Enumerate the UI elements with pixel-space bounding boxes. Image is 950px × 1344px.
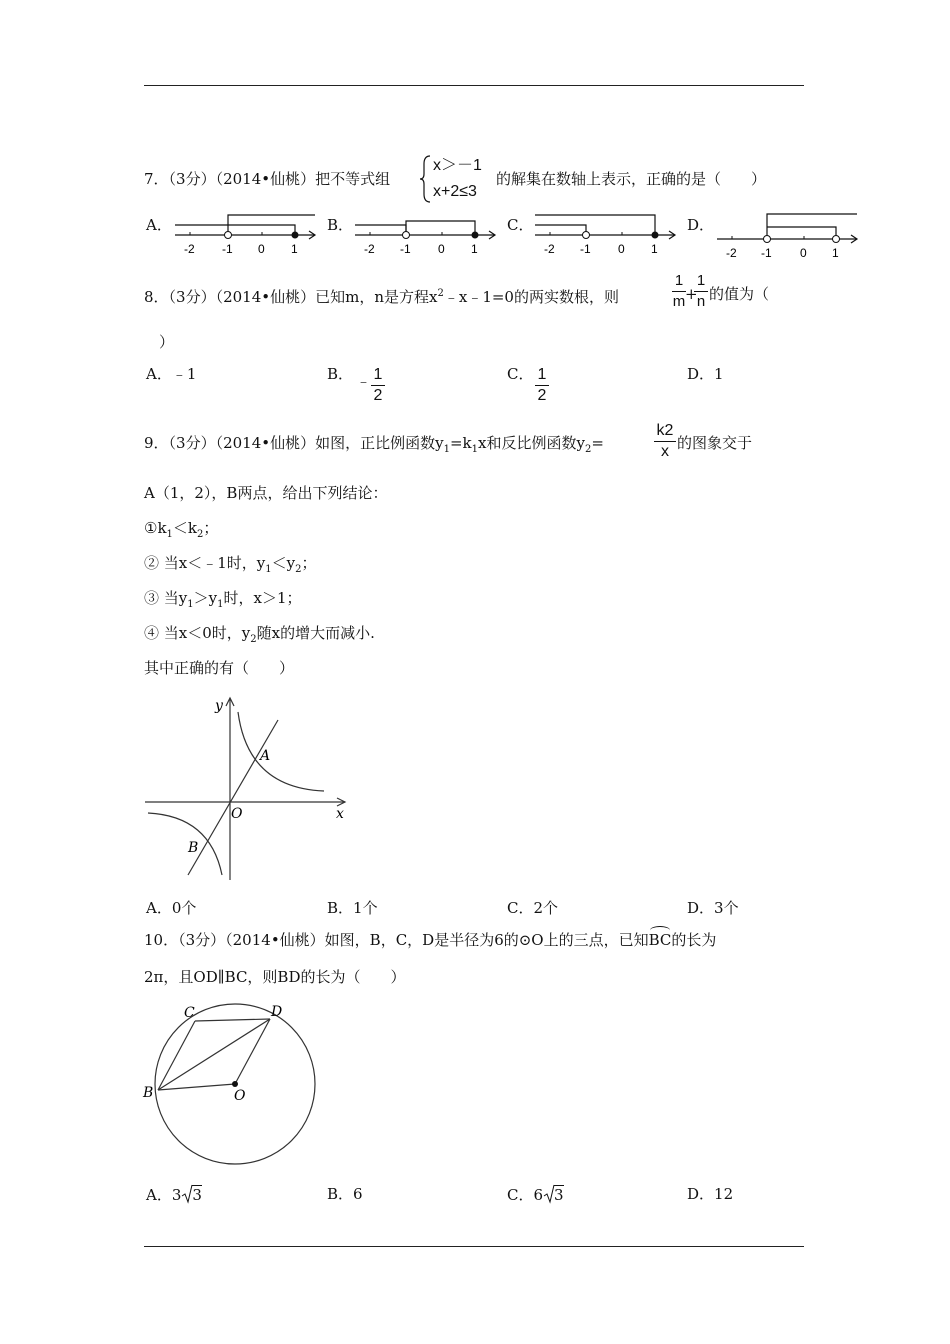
- q7b-tick-neg1: -1: [400, 242, 411, 256]
- q9-graph-point-b: B: [188, 840, 199, 856]
- q9-k2-sub: 2: [664, 422, 674, 439]
- q7-source: （2014•仙桃）: [215, 170, 316, 188]
- q10-option-c[interactable]: [507, 1184, 564, 1205]
- q10-option-d[interactable]: D．12: [687, 1185, 734, 1203]
- q7c-tick-1: 1: [651, 242, 658, 256]
- q8-b-den: 2: [373, 387, 383, 404]
- q10-text-2: 的长为: [671, 931, 717, 949]
- q9-c3-sub2: 1: [217, 599, 224, 610]
- q8-b-num: 1: [373, 366, 383, 383]
- q9-c3-c: 时，x＞1；: [223, 589, 302, 607]
- q9-tail: 的图象交于: [677, 434, 753, 452]
- q8-option-d[interactable]: D．1: [687, 365, 724, 383]
- q10-text-1: 如图，B，C，D是半径为6的⊙O上的三点，已知: [324, 931, 649, 949]
- q7-numberline-d: [712, 208, 862, 260]
- q7-option-b[interactable]: B．: [327, 216, 354, 234]
- q8-option-c[interactable]: C．: [507, 365, 534, 383]
- q9-sub-y1: 1: [443, 444, 450, 455]
- q9-option-d[interactable]: D．3个: [687, 899, 739, 917]
- q9-c1-a: ①k: [144, 519, 167, 537]
- q9-text-2: =k: [449, 434, 472, 452]
- q9-c2-b: ＜y: [271, 554, 296, 572]
- q9-graph: [140, 690, 360, 885]
- q10-stem: [144, 930, 716, 950]
- q10-label-b: B: [143, 1085, 154, 1101]
- q7c-tick-0: 0: [618, 242, 625, 256]
- q9-question: 其中正确的有（ ）: [144, 659, 295, 677]
- q9-line2: A（1，2），B两点，给出下列结论：: [144, 484, 388, 502]
- q9-k2-k: k: [656, 422, 665, 439]
- footer-rule: [144, 1246, 804, 1247]
- q8-frac-m-den: m: [672, 293, 686, 310]
- q9-k2-frac: [654, 422, 676, 461]
- q7-option-a[interactable]: A．: [146, 216, 172, 234]
- q9-conclusion-3: [144, 588, 302, 615]
- q8-frac-n-den: n: [696, 293, 706, 310]
- q7d-tick-0: 0: [800, 246, 807, 260]
- q9-c1-c: ；: [203, 519, 219, 537]
- q9-graph-y-label: y: [215, 698, 223, 714]
- q9-c3-a: ③ 当y: [144, 589, 188, 607]
- q10-arc-bc: BC: [648, 931, 672, 949]
- q7d-tick-neg1: -1: [761, 246, 772, 260]
- q7-numberline-c: [530, 208, 680, 260]
- q9-c2-c: ；: [301, 554, 317, 572]
- q10-label-d: D: [271, 1004, 283, 1020]
- q9-text-4: =: [591, 434, 604, 452]
- q7d-tick-neg2: -2: [726, 246, 737, 260]
- q9-option-b[interactable]: B．1个: [327, 899, 378, 917]
- q9-c3-sub1: 1: [187, 599, 194, 610]
- q8-stem: [144, 284, 619, 307]
- q8-exp: 2: [437, 288, 444, 299]
- q8-frac-n: [694, 272, 708, 311]
- header-rule: [144, 85, 804, 86]
- q7c-tick-neg2: -2: [544, 242, 555, 256]
- q9-c4-sub: 2: [250, 634, 257, 645]
- q8-c-den: 2: [537, 387, 547, 404]
- q7-numberline-b: [350, 208, 500, 260]
- q9-graph-point-a: A: [260, 748, 271, 764]
- q7d-tick-1: 1: [832, 246, 839, 260]
- q9-number: 9．: [144, 434, 169, 452]
- q10-option-a[interactable]: [146, 1184, 202, 1205]
- q7-option-c[interactable]: C．: [507, 216, 534, 234]
- q10-label-o: O: [234, 1088, 246, 1104]
- q9-text-1: 如图，正比例函数y: [315, 434, 444, 452]
- q7-numberline-a: [170, 208, 320, 260]
- q10-label-c: C: [184, 1005, 195, 1021]
- q8-frac-m: [672, 272, 686, 311]
- q7b-tick-0: 0: [438, 242, 445, 256]
- q9-k2-den: x: [661, 443, 669, 460]
- q9-c4-a: ④ 当x＜0时，y: [144, 624, 251, 642]
- q9-graph-origin-label: O: [231, 806, 243, 822]
- q9-graph-x-label: x: [336, 806, 344, 822]
- q9-source: （2014•仙桃）: [215, 434, 316, 452]
- q9-sub-k1: 1: [471, 444, 479, 455]
- q9-c4-b: 随x的增大而减小.: [256, 624, 375, 642]
- q7-score: （3分）: [168, 170, 216, 188]
- q8-text-1: 已知m，n是方程x: [315, 288, 438, 306]
- q9-option-a[interactable]: A．0个: [146, 899, 197, 917]
- q8-frac-n-num: 1: [696, 272, 706, 289]
- q9-conclusion-1: [144, 518, 218, 545]
- q8-source: （2014•仙桃）: [215, 288, 316, 306]
- q8-number: 8．: [144, 288, 169, 306]
- q7-ineq2: x+2≤3: [433, 183, 477, 200]
- q10-line2: 2π，且OD∥BC，则BD的长为（ ）: [144, 968, 406, 986]
- q8-option-a[interactable]: A．﹣1: [146, 365, 197, 383]
- q10-option-a-text: A．3: [146, 1186, 182, 1204]
- q10-number: 10．: [144, 931, 179, 949]
- q8-option-c-frac: [535, 366, 549, 405]
- q7b-tick-1: 1: [471, 242, 478, 256]
- q8-plus: +: [685, 285, 698, 303]
- q8-close-paren: ）: [159, 333, 175, 351]
- q7a-tick-1: 1: [291, 242, 298, 256]
- q8-option-b[interactable]: B．: [327, 365, 354, 383]
- q7c-tick-neg1: -1: [580, 242, 591, 256]
- q10-option-a-radicand: 3: [192, 1186, 202, 1204]
- q8-option-b-frac: [371, 366, 385, 405]
- q8-text-2: ﹣x﹣1=0的两实数根，则: [443, 288, 619, 306]
- q9-c1-b: ＜k: [172, 519, 198, 537]
- q9-conclusion-2: [144, 553, 317, 580]
- q8-frac-m-num: 1: [674, 272, 684, 289]
- q9-c2-sub2: 2: [295, 564, 302, 575]
- q9-option-c[interactable]: C．2个: [507, 899, 559, 917]
- q8-c-num: 1: [537, 366, 547, 383]
- q9-c2-sub1: 1: [265, 564, 272, 575]
- q7-lead: 把不等式组: [315, 170, 391, 188]
- q8-option-b-sign: ﹣: [356, 372, 372, 390]
- q9-c3-b: ＞y: [193, 589, 218, 607]
- q9-text-3: x和反比例函数y: [478, 434, 585, 452]
- q8-score: （3分）: [168, 288, 216, 306]
- q7-ineq1: x＞－1: [433, 157, 482, 174]
- q8-tail: 的值为（: [709, 285, 770, 303]
- q7a-tick-0: 0: [258, 242, 265, 256]
- q10-option-c-radicand: 3: [554, 1186, 564, 1204]
- q10-circle-figure: [140, 1000, 330, 1175]
- q10-option-b[interactable]: B．6: [327, 1185, 363, 1203]
- q7-stem: [144, 169, 390, 189]
- q9-conclusion-4: [144, 623, 375, 650]
- q7-option-d[interactable]: D．: [687, 216, 715, 234]
- q9-score: （3分）: [168, 434, 216, 452]
- q9-c2-a: ② 当x＜﹣1时，y: [144, 554, 266, 572]
- q10-score: （3分）: [178, 931, 226, 949]
- q7-number: 7．: [144, 170, 169, 188]
- q9-sub-y2: 2: [584, 444, 592, 455]
- q7a-tick-neg2: -2: [184, 242, 195, 256]
- q10-source: （2014•仙桃）: [225, 931, 325, 949]
- q9-c1-sub1: 1: [166, 529, 173, 540]
- q10-option-c-text: C．6: [507, 1186, 544, 1204]
- q9-stem: [144, 433, 604, 460]
- q7-brace: [418, 154, 432, 204]
- q9-k2-num: [654, 422, 676, 440]
- q7a-tick-neg1: -1: [222, 242, 233, 256]
- q7-tail: 的解集在数轴上表示，正确的是（ ）: [496, 170, 767, 188]
- q7b-tick-neg2: -2: [364, 242, 375, 256]
- q9-c1-sub2: 2: [197, 529, 204, 540]
